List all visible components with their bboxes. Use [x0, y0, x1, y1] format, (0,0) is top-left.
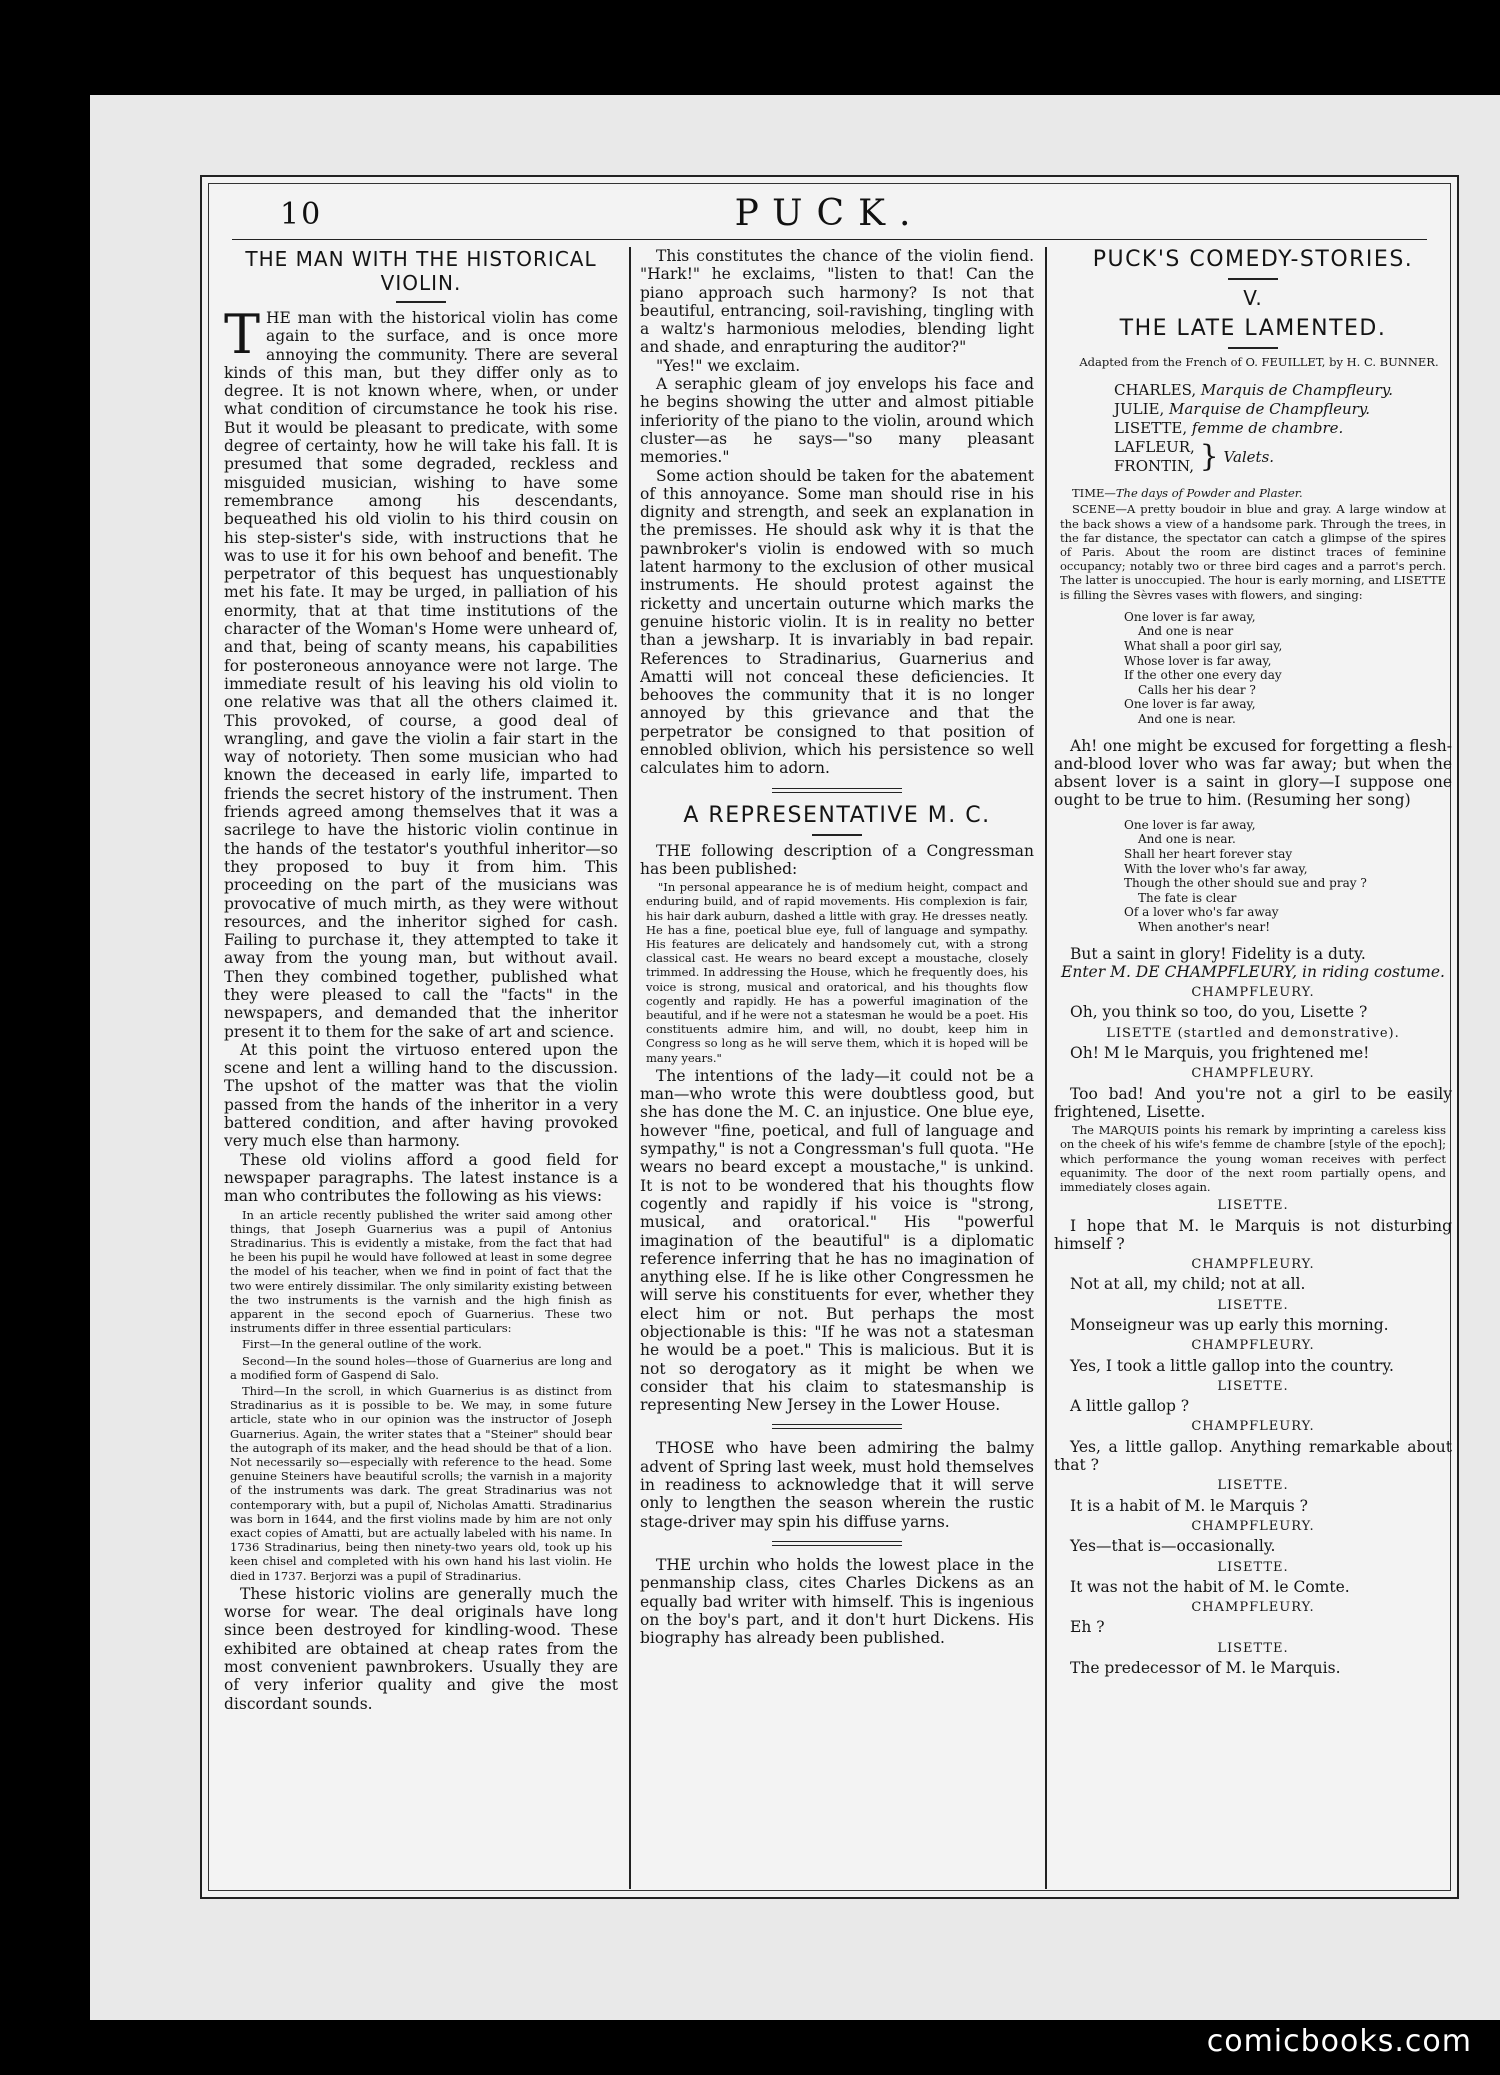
cast-name: FRONTIN, — [1114, 457, 1194, 476]
section-divider — [772, 1424, 902, 1429]
cast-name: LISETTE, — [1114, 419, 1188, 438]
verse-line: The fate is clear — [1138, 890, 1237, 905]
paragraph: The intentions of the lady—it could not be a man—who wrote this were doubtless good, but she has done the M. C. an injustice. One blue eye, however "fine, poetical, and full of language and sympathy," is not a Congressman's full quota. "He wears no beard except a moustache," is unkind. It is not to be wondered that his thoughts flow cogently and rapidly if his voice is "strong, musical, and oratorical." His "powerful imagination of the beautiful" is a diplomatic reference inferring that he has no imagination of anything else. If he is like other Congressmen he will serve his constituents for ever, whether they elect him or not. But perhaps the most objectionable is this: "If he was not a statesman he would be a poet." This is malicious. But it is not so derogatory as it might be when we consider that his claim to statesmanship is representing New Jersey in the Lower House. — [640, 1066, 1034, 1415]
cast-name: CHARLES, — [1114, 381, 1197, 400]
verse-line: When another's near! — [1138, 919, 1271, 934]
stage-direction: The MARQUIS points his remark by imprinting a careless kiss on the cheek of his wife's femme de chambre [style of the epoch]; which performance the young woman receives with perfect equanimity. The door of the next room partially opens, and immediately closes again. — [1060, 1123, 1446, 1194]
paragraph — [640, 1439, 1034, 1530]
verse-line: Whose lover is far away, — [1124, 653, 1272, 668]
column-1 — [224, 247, 618, 1889]
cast-list — [1114, 381, 1452, 476]
quoted-paragraph: "In personal appearance he is of medium height, compact and enduring build, and of rapid movements. His complexion is fair, his hair dark auburn, dashed a little with gray. He dresses neatly. He has a fine, poetical blue eye, full of language and sympathy. His features are delicately and handsomely cut, with a strong classical cast. He wears no beard except a moustache, closely trimmed. In addressing the House, which he frequently does, his voice is strong, musical and oratorical, and his thoughts flow cogently and rapidly. He has a powerful imagination of the beautiful, and if he were not a statesman he would be a poet. His constituents admire him, and will, no doubt, keep him in Congress so long as he will serve them, which it is hoped will be many years." — [646, 880, 1028, 1065]
verse-line: One lover is far away, — [1124, 817, 1256, 832]
speaker: LISETTE. — [1217, 1297, 1289, 1313]
column-2 — [640, 247, 1034, 1889]
speaker: CHAMPFLEURY. — [1191, 1066, 1315, 1082]
dialogue-line: It is a habit of M. le Marquis ? — [1070, 1496, 1308, 1515]
dialogue-line: Monseigneur was up early this morning. — [1070, 1315, 1389, 1334]
section-divider — [772, 788, 902, 793]
column-3 — [1054, 247, 1452, 1889]
column-rule-2 — [1045, 247, 1047, 1889]
cast-role: Marquise de Champfleury. — [1169, 400, 1371, 419]
paragraph-text: who have been admiring the balmy advent of Spring last week, must hold themselves in readiness to acknowledge that it will serve only to lengthen the season wherein the rustic stage-driver may spin his diffuse yarns. — [640, 1439, 1034, 1531]
drop-cap: T — [224, 303, 261, 366]
speaker: LISETTE. — [1217, 1640, 1289, 1656]
verse-line: One lover is far away, — [1124, 609, 1256, 624]
cast-member — [1114, 381, 1452, 400]
paragraph-text: urchin who holds the lowest place in the penmanship class, cites Charles Dickens as an equally bad writer with himself. This is ingenious on the boy's part, and it don't hurt Dickens. His biography has already been published. — [640, 1555, 1034, 1648]
quoted-paragraph: Third—In the scroll, in which Guarnerius is as distinct from Stradinarius as it is possible to be. We may, in some future article, state who in our opinion was the instructor of Joseph Guarnerius. Again, the writer states that a "Steiner" should bear the autograph of its maker, and the head should be that of a lion. Not necessarily so—especially with reference to the head. Some genuine Steiners have beautiful scrolls; the varnish in a majority of the instruments was dark. The great Stradinarius was not contemporary with, but a pupil of, Nicholas Amatti. Stradinarius was born in 1644, and the first violins made by him are not only exact copies of Amatti, but are actually labeled with his name. In 1736 Stradinarius, being then ninety-two years old, took up his keen chisel and completed with his own hand his last violin. He died in 1737. Berjorzi was a pupil of Stradinarius. — [230, 1383, 612, 1583]
column-rule-1 — [629, 247, 631, 1889]
speaker: LISETTE. — [1217, 1378, 1289, 1394]
title-rule — [396, 301, 446, 303]
verse-line: One lover is far away, — [1124, 697, 1256, 712]
series-title: PUCK'S COMEDY-STORIES. — [1092, 247, 1414, 272]
time-value: The days of Powder and Plaster. — [1115, 486, 1303, 501]
cast-role: Valets. — [1223, 447, 1275, 466]
title-rule — [812, 834, 862, 836]
paragraph: But a saint in glory! Fidelity is a duty. — [1070, 944, 1366, 963]
quoted-paragraph: In an article recently published the writer said among other things, that Joseph Guarnerius was a pupil of Antonius Stradinarius. This is evidently a mistake, from the fact that had he been his pupil he would have followed at least in some degree the model of his teacher, when we find in point of fact that the two were entirely dissimilar. The only similarity existing between the two instruments is the varnish and the high finish as apparent in the second epoch of Guarnerius. These two instruments differ in three essential particulars: — [230, 1207, 612, 1336]
verse-line: What shall a poor girl say, — [1124, 639, 1283, 654]
song-verse-1 — [1124, 610, 1452, 727]
adaptation-credit: Adapted from the French of O. FEUILLET, by H. C. BUNNER. — [1079, 355, 1439, 369]
masthead: PUCK. — [734, 193, 925, 234]
verse-line: Shall her heart forever stay — [1124, 846, 1293, 861]
brace-glyph: } — [1199, 439, 1219, 475]
article-title-violin: THE MAN WITH THE HISTORICAL VIOLIN. — [245, 247, 597, 295]
paragraph — [224, 303, 618, 1041]
quoted-paragraph: Second—In the sound holes—those of Guarnerius are long and a modified form of Gaspend di Salo. — [230, 1353, 612, 1382]
dialogue-line: Yes, a little gallop. Anything remarkable about that ? — [1054, 1437, 1452, 1475]
speaker: LISETTE. — [1217, 1559, 1289, 1575]
dialogue-line: Yes—that is—occasionally. — [1070, 1537, 1276, 1556]
dialogue-line: Oh, you think so too, do you, Lisette ? — [1070, 1003, 1368, 1022]
paragraph: These historic violins are generally much the worse for wear. The deal originals have long since been destroyed for kindling-wood. These exhibited are obtained at cheap rates from the most convenient pawnbrokers. Usually they are of very inferior quality and give the most discordant sounds. — [224, 1584, 618, 1713]
cast-name: JULIE, — [1114, 400, 1165, 419]
paragraph: At this point the virtuoso entered upon the scene and lent a willing hand to the discussion. The upshot of the matter was that the violin passed from the hands of the inheritor in a very battered condition, and after having provoked very much else than harmony. — [224, 1040, 618, 1151]
cast-role: femme de chambre. — [1191, 419, 1344, 438]
page-frame — [200, 175, 1459, 1899]
verse-line: Calls her his dear ? — [1138, 682, 1256, 697]
time-label: TIME— — [1072, 486, 1116, 501]
speaker: LISETTE. — [1217, 1478, 1289, 1494]
header-rule — [232, 239, 1427, 240]
dialogue-line: The predecessor of M. le Marquis. — [1070, 1659, 1341, 1678]
song-verse-2 — [1124, 818, 1452, 935]
verse-line: Though the other should sue and pray ? — [1124, 876, 1367, 891]
dialogue-line: I hope that M. le Marquis is not disturbing himself ? — [1054, 1216, 1452, 1253]
speaker: CHAMPFLEURY. — [1191, 1257, 1315, 1273]
verse-line: And one is near — [1138, 624, 1234, 639]
dialogue-line: Oh! M le Marquis, you frightened me! — [1070, 1044, 1370, 1062]
paragraph: Ah! one might be excused for forgetting a flesh-and-blood lover who was far away; but when the absent lover is a saint in glory—I suppose one ought to be true to him. (Resuming her song) — [1054, 736, 1452, 810]
paragraph: This constitutes the chance of the violin fiend. "Hark!" he exclaims, "listen to that! Can the piano approach such harmony? Is not that beautiful, entrancing, soil-ravishing, tingling with a waltz's harmonious melodies, blending light and shade, and enrapturing the auditor?" — [640, 247, 1034, 357]
quoted-paragraph: First—In the general outline of the work. — [242, 1337, 482, 1352]
paragraph: These old violins afford a good field for newspaper paragraphs. The latest instance is a man who contributes the following as his views: — [224, 1150, 618, 1206]
cast-member — [1114, 419, 1452, 438]
verse-line: And one is near. — [1138, 832, 1236, 847]
page-number: 10 — [280, 197, 323, 232]
article-title-representative: A REPRESENTATIVE M. C. — [683, 802, 991, 828]
title-rule — [1228, 278, 1278, 280]
scene-description: SCENE—A pretty boudoir in blue and gray. A large window at the back shows a view of a handsome park. Through the trees, in the far distance, the spectator can catch a glimpse of the spires of Paris. About the room are distinct traces of feminine occupancy; notably two or three bird cages and a parrot's perch. The latter is unoccupied. The hour is early morning, and LISETTE is filling the Sèvres vases with flowers, and singing: — [1060, 502, 1446, 602]
verse-line: With the lover who's far away, — [1124, 861, 1308, 876]
speaker: CHAMPFLEURY. — [1191, 1338, 1315, 1354]
speaker: CHAMPFLEURY. — [1191, 1518, 1315, 1534]
story-numeral: V. — [1243, 286, 1263, 310]
verse-line: If the other one every day — [1124, 668, 1282, 683]
dialogue-line: Too bad! And you're not a girl to be easily frightened, Lisette. — [1054, 1084, 1452, 1121]
dialogue-line: A little gallop ? — [1070, 1397, 1190, 1416]
speaker: LISETTE. — [1217, 1198, 1289, 1214]
verse-line: And one is near. — [1138, 711, 1236, 726]
cast-names — [1114, 438, 1195, 476]
time-line — [1060, 486, 1446, 500]
paragraph — [640, 1556, 1034, 1647]
paragraph: A seraphic gleam of joy envelops his face and he begins showing the utter and almost pitiable inferiority of the piano to the violin, around which cluster—as he says—"so many pleasant memories." — [640, 375, 1034, 467]
section-divider — [772, 1541, 902, 1546]
speaker: CHAMPFLEURY. — [1191, 1419, 1315, 1435]
stage-direction: Enter M. DE CHAMPFLEURY, in riding costume. — [1061, 962, 1445, 981]
dialogue-line: It was not the habit of M. le Comte. — [1070, 1577, 1350, 1596]
cast-role: Marquis de Champfleury. — [1200, 381, 1394, 400]
paragraph-text: following description of a Congressman has been published: — [640, 841, 1034, 878]
cast-member — [1114, 400, 1452, 419]
paragraph-text: HE man with the historical violin has come again to the surface, and is once more annoying the community. There are several kinds of this man, but they differ only as to degree. It is not known where, when, or under what condition of circumstance he took his rise. But it would be pleasant to predicate, with some degree of certainty, how he will take his fall. It is presumed that some degraded, reckless and misguided musician, wishing to have some remembrance among his descendants, bequeathed his old violin to his third cousin on his step-sister's side, with instructions that he was to use it for his own behoof and benefit. The perpetrator of this bequest has unquestionably met his fate. It may be urged, in palliation of his enormity, that at that time institutions of the character of the Woman's Home were unheard of, and that, being of scanty means, his capabilities for posteroneous annoyance were not large. The immediate result of his leaving his old violin to one relative was that all the others claimed it. This provoked, of course, a good deal of wrangling, and gave the violin a fair start in the way of notoriety. Then some musician who had known the deceased in early life, imparted to friends the secret history of the instrument. Then friends agreed among themselves that it was a sacrilege to have the historic violin continue in the hands of the testator's youthful inheritor—so they proposed to buy it from him. This proceeding on the part of the musicians was provocative of much mirth, as they were without resources, and the inheritor sighed for cash. Failing to purchase it, they attempted to take it away from the young man, but without avail. Then they combined together, published what they were pleased to call the "facts" in the newspapers, and demanded that the inheritor present it to them for the sake of art and science. — [224, 309, 618, 1041]
speaker: CHAMPFLEURY. — [1191, 985, 1315, 1001]
cast-member-pair — [1114, 438, 1452, 476]
paragraph: "Yes!" we exclaim. — [656, 356, 801, 375]
paragraph — [640, 842, 1034, 879]
cast-name: LAFLEUR, — [1114, 438, 1195, 457]
dialogue-line: Yes, I took a little gallop into the country. — [1070, 1356, 1394, 1375]
dialogue-line: Not at all, my child; not at all. — [1070, 1275, 1306, 1294]
story-title: THE LATE LAMENTED. — [1119, 316, 1387, 341]
speaker: CHAMPFLEURY. — [1191, 1600, 1315, 1616]
lead-word: THE — [656, 1555, 692, 1574]
watermark: comicbooks.com — [1206, 2024, 1472, 2059]
title-rule — [1228, 347, 1278, 349]
verse-line: Of a lover who's far away — [1124, 905, 1279, 920]
lead-word: THE — [656, 841, 692, 860]
speaker: LISETTE (startled and demonstrative). — [1106, 1025, 1400, 1041]
dialogue-line: Eh ? — [1070, 1618, 1105, 1637]
paragraph: Some action should be taken for the abatement of this annoyance. Some man should rise in his dignity and strength, and seek an explanation in the premisses. He should ask why it is that the pawnbroker's violin is endowed with so much latent harmony to the exclusion of other musical instruments. He should protest against the ricketty and uncertain outurne which marks the genuine historic violin. It is in reality no better than a jewsharp. It is invariably in bad repair. References to Stradinarius, Guarnerius and Amatti will not conceal these deficiencies. It behooves the community that it is no longer annoyed by this grievance and that the perpetrator be consigned to that position of ennobled oblivion, which his persistence so well calculates him to adorn. — [640, 466, 1034, 778]
lead-word: THOSE — [656, 1439, 715, 1458]
